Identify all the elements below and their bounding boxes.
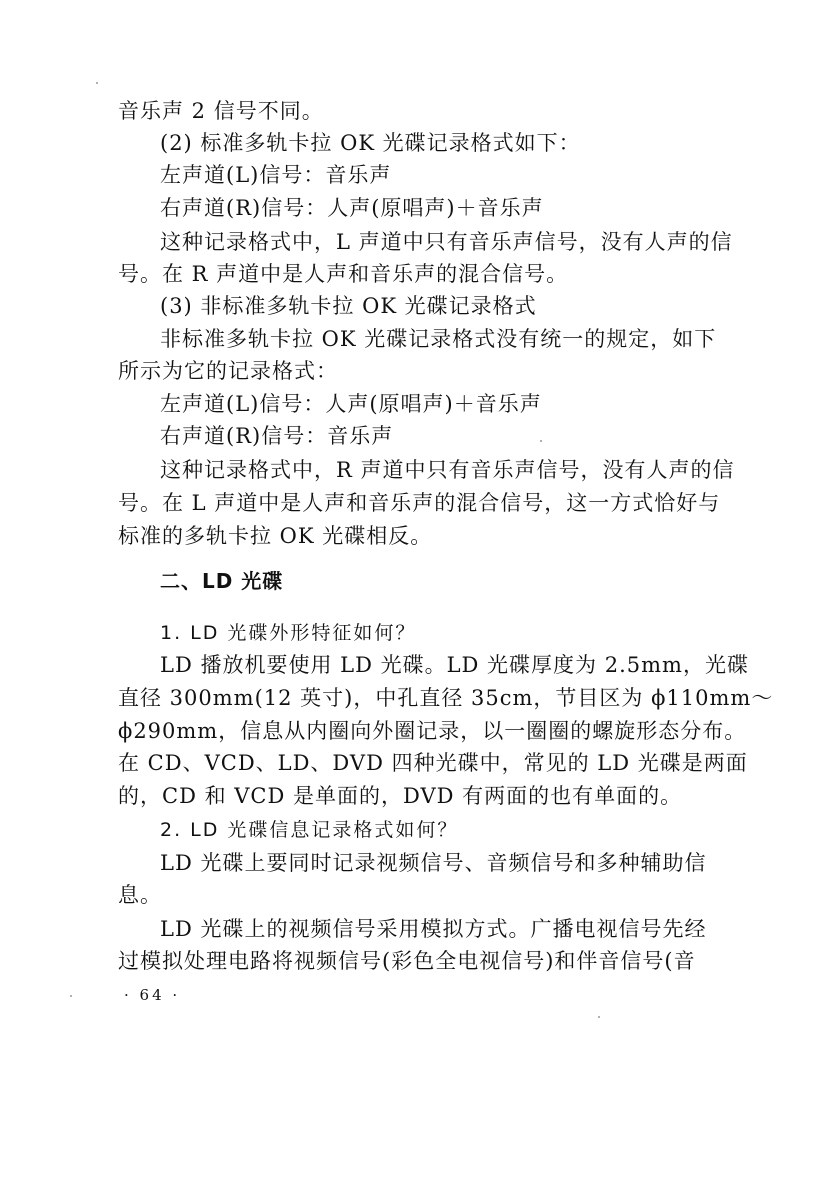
text-line: LD 播放机要使用 LD 光碟。LD 光碟厚度为 2.5mm，光碟 bbox=[160, 653, 749, 677]
text-line: 右声道(R)信号：音乐声 bbox=[160, 424, 394, 448]
text-line: 直径 300mm(12 英寸)，中孔直径 35cm，节目区为 ϕ110mm～ bbox=[118, 686, 774, 710]
text-line: 的，CD 和 VCD 是单面的，DVD 有两面的也有单面的。 bbox=[118, 784, 683, 808]
text-line: 过模拟处理电路将视频信号(彩色全电视信号)和伴音信号(音 bbox=[118, 949, 696, 973]
subsection-heading: (2) 标准多轨卡拉 OK 光碟记录格式如下： bbox=[160, 131, 581, 155]
question-heading: 2. LD 光碟信息记录格式如何？ bbox=[160, 819, 459, 841]
text-line: 右声道(R)信号：人声(原唱声)＋音乐声 bbox=[160, 196, 544, 220]
text-line: 标准的多轨卡拉 OK 光碟相反。 bbox=[118, 524, 433, 548]
scan-speck bbox=[540, 440, 542, 442]
subsection-heading: (3) 非标准多轨卡拉 OK 光碟记录格式 bbox=[160, 294, 537, 318]
scan-speck bbox=[598, 1016, 600, 1018]
text-line: 所示为它的记录格式： bbox=[118, 359, 338, 383]
text-line: 号。在 R 声道中是人声和音乐声的混合信号。 bbox=[118, 262, 569, 286]
text-line: LD 光碟上的视频信号采用模拟方式。广播电视信号先经 bbox=[160, 917, 707, 941]
text-line: 这种记录格式中，L 声道中只有音乐声信号，没有人声的信 bbox=[160, 230, 733, 254]
scan-speck bbox=[70, 995, 72, 997]
page-number: · 64 · bbox=[124, 986, 181, 1004]
text-line: LD 光碟上要同时记录视频信号、音频信号和多种辅助信 bbox=[160, 851, 707, 875]
text-line: 左声道(L)信号：人声(原唱声)＋音乐声 bbox=[160, 392, 542, 416]
scan-speck bbox=[96, 82, 98, 84]
text-line: 号。在 L 声道中是人声和音乐声的混合信号，这一方式恰好与 bbox=[118, 491, 721, 515]
text-line: ϕ290mm，信息从内圈向外圈记录，以一圈圈的螺旋形态分布。 bbox=[118, 719, 747, 743]
text-line: 音乐声 2 信号不同。 bbox=[118, 99, 324, 123]
text-line: 在 CD、VCD、LD、DVD 四种光碟中，常见的 LD 光碟是两面 bbox=[118, 751, 748, 775]
text-line: 左声道(L)信号：音乐声 bbox=[160, 163, 392, 187]
section-heading: 二、LD 光碟 bbox=[160, 569, 284, 593]
question-heading: 1. LD 光碟外形特征如何？ bbox=[160, 622, 417, 644]
text-line: 非标准多轨卡拉 OK 光碟记录格式没有统一的规定，如下 bbox=[160, 327, 717, 351]
text-line: 息。 bbox=[118, 883, 162, 907]
text-line: 这种记录格式中，R 声道中只有音乐声信号，没有人声的信 bbox=[160, 458, 735, 482]
